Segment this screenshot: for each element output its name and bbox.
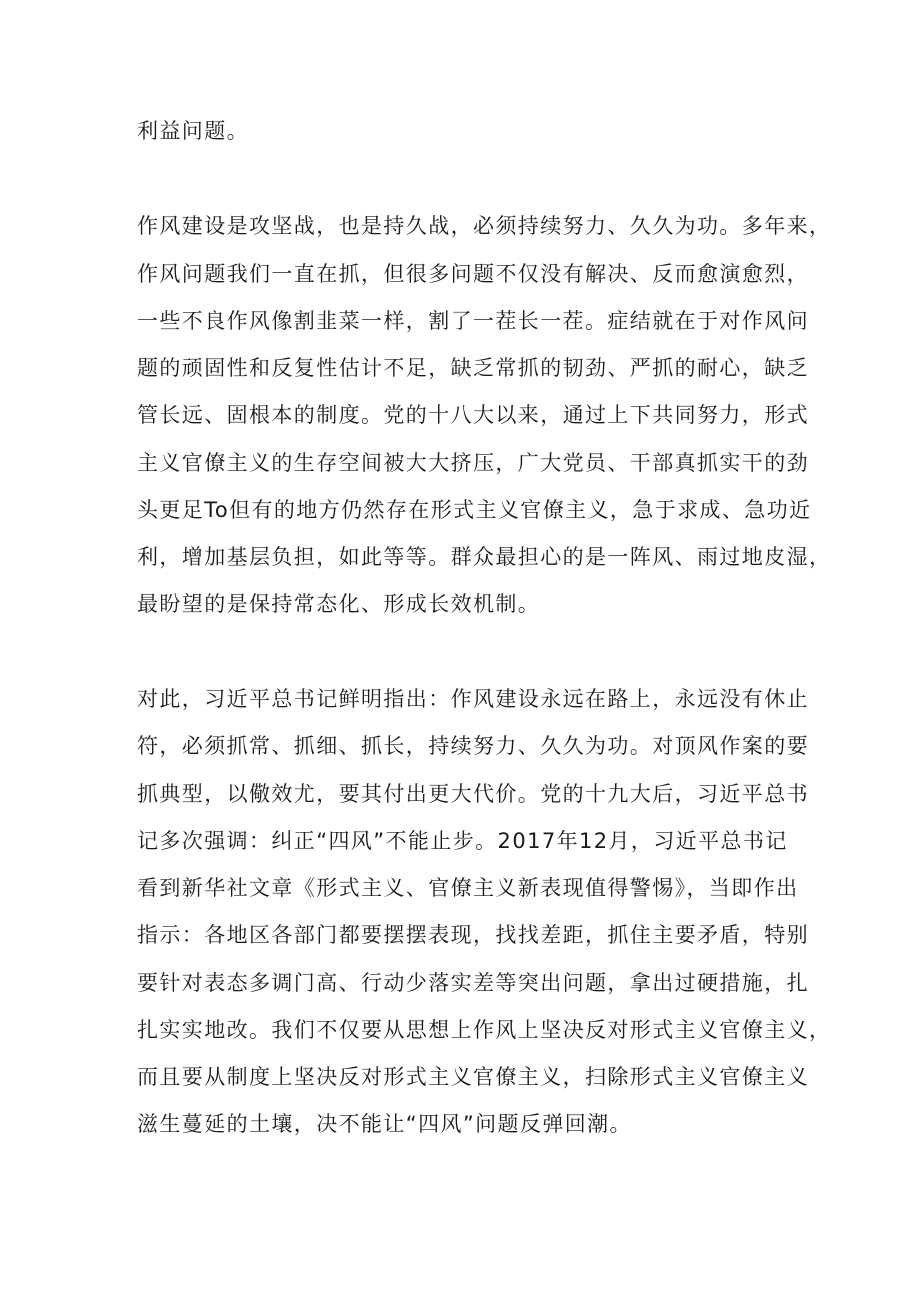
paragraph-2-line-6: 主义官僚主义的生存空间被大大挤压，广大党员、干部真抓实干的劲	[137, 451, 809, 475]
paragraph-2-line-2: 作风问题我们一直在抓，但很多问题不仅没有解决、反而愈演愈烈，	[137, 262, 809, 286]
paragraph-2-line-8: 利，增加基层负担，如此等等。群众最担心的是一阵风、雨过地皮湿，	[137, 545, 832, 569]
paragraph-3-line-2: 符，必须抓常、抓细、抓长，持续努力、久久为功。对顶风作案的要	[137, 734, 809, 758]
paragraph-3-line-3: 抓典型，以儆效尤，要其付出更大代价。党的十九大后，习近平总书	[137, 782, 809, 806]
paragraph-2-line-3: 一些不良作风像割韭菜一样，割了一茬长一茬。症结就在于对作风问	[137, 309, 809, 333]
paragraph-3-line-6: 指示：各地区各部门都要摆摆表现，找找差距，抓住主要矛盾，特别	[137, 923, 809, 947]
paragraph-2-line-4: 题的顽固性和反复性估计不足，缺乏常抓的韧劲、严抓的耐心，缺乏	[137, 356, 809, 380]
paragraph-3-line-7: 要针对表态多调门高、行动少落实差等突出问题，拿出过硬措施，扎	[137, 971, 809, 995]
paragraph-3-line-4: 记多次强调：纠正“四风”不能止步。2017年12月，习近平总书记	[137, 829, 788, 853]
paragraph-3-line-5: 看到新华社文章《形式主义、官僚主义新表现值得警惕》，当即作出	[137, 876, 799, 900]
paragraph-3-line-9: 而且要从制度上坚决反对形式主义官僚主义，扫除形式主义官僚主义	[137, 1065, 809, 1089]
paragraph-3-line-8: 扎实实地改。我们不仅要从思想上作风上坚决反对形式主义官僚主义，	[137, 1018, 832, 1042]
paragraph-3-line-10: 滋生蔓延的土壤，决不能让“四风”问题反弹回潮。	[137, 1112, 632, 1136]
paragraph-2-line-7: 头更足To但有的地方仍然存在形式主义官僚主义，急于求成、急功近	[137, 498, 812, 522]
paragraph-2-line-5: 管长远、固根本的制度。党的十八大以来，通过上下共同努力，形式	[137, 403, 809, 427]
paragraph-2-line-9: 最盼望的是保持常态化、形成长效机制。	[137, 592, 541, 616]
paragraph-1-line-1: 利益问题。	[137, 119, 249, 143]
paragraph-3-line-1: 对此，习近平总书记鲜明指出：作风建设永远在路上，永远没有休止	[137, 687, 809, 711]
paragraph-2-line-1: 作风建设是攻坚战，也是持久战，必须持续努力、久久为功。多年来，	[137, 214, 832, 238]
